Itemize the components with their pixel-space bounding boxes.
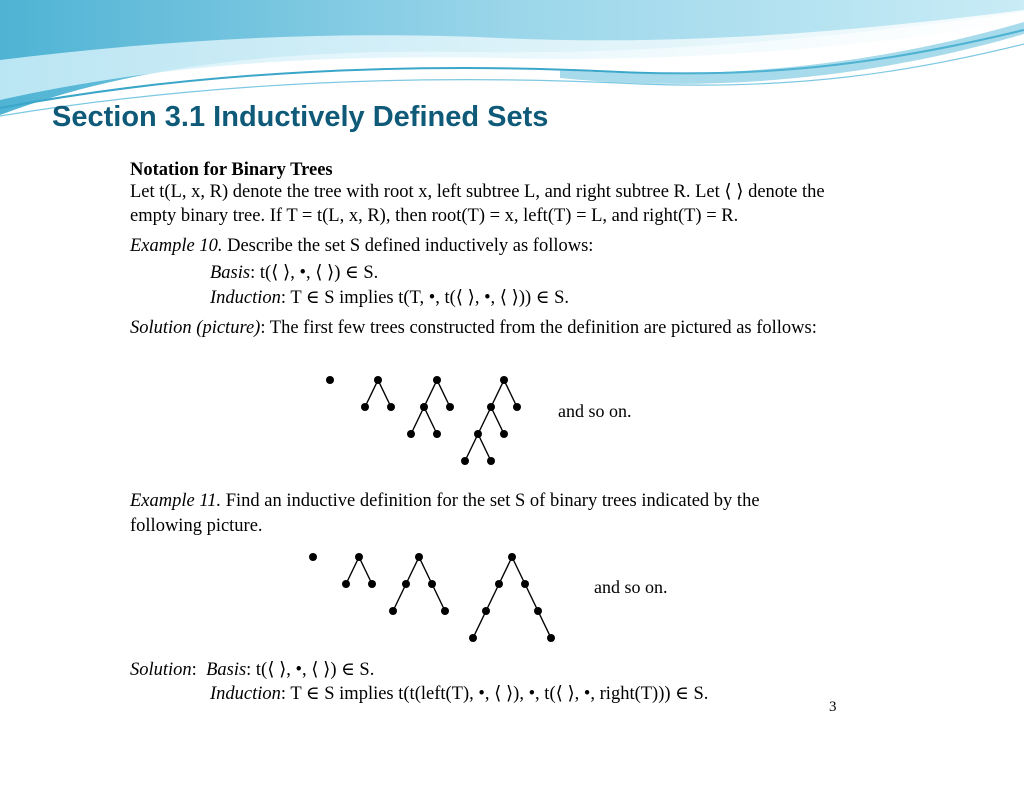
basis-text: : t(⟨ ⟩, •, ⟨ ⟩) ∈ S. <box>246 660 375 680</box>
tree-node <box>374 376 382 384</box>
tree-node <box>482 607 490 615</box>
example10-prompt-text: Describe the set S defined inductively as follows: <box>227 236 594 256</box>
tree-node <box>500 430 508 438</box>
example10-label: Example 10. <box>130 236 223 256</box>
tree-node <box>495 580 503 588</box>
example10-basis <box>210 263 378 283</box>
tree-node <box>402 580 410 588</box>
content-image <box>128 155 873 718</box>
tree-node <box>500 376 508 384</box>
tree-node <box>547 634 555 642</box>
tree-node <box>534 607 542 615</box>
induction-text: : T ∈ S implies t(T, •, t(⟨ ⟩, •, ⟨ ⟩)) ∈ S. <box>280 288 570 308</box>
basis-text: : t(⟨ ⟩, •, ⟨ ⟩) ∈ S. <box>250 263 379 283</box>
slide-title: Section 3.1 Inductively Defined Sets <box>52 101 549 133</box>
tree-node <box>433 430 441 438</box>
tree-node <box>433 376 441 384</box>
basis-label: Basis <box>206 660 247 680</box>
example11-tree-figure <box>303 547 563 647</box>
induction-label: Induction <box>210 288 281 308</box>
tree-node <box>428 580 436 588</box>
tree-node <box>389 607 397 615</box>
tree-node <box>441 607 449 615</box>
example11-prompt-line-2: following picture. <box>130 516 263 536</box>
tree-node <box>387 403 395 411</box>
solution-text: : The first few trees constructed from the definition are pictured as follows: <box>260 318 817 338</box>
tree-node <box>407 430 415 438</box>
tree-node <box>415 553 423 561</box>
tree-node <box>521 580 529 588</box>
tree-node <box>309 553 317 561</box>
example10-induction <box>210 288 569 308</box>
solution-label: Solution <box>130 660 192 680</box>
tree-node <box>326 376 334 384</box>
tree-node <box>461 457 469 465</box>
example10-solution <box>130 318 817 338</box>
example11-induction <box>210 684 708 704</box>
tree-node <box>355 553 363 561</box>
tree-node <box>469 634 477 642</box>
tree-node <box>342 580 350 588</box>
notation-line-1: Let t(L, x, R) denote the tree with root x, left subtree L, and right subtree R. Let ⟨ ⟩ denote the <box>130 182 825 202</box>
example10-prompt <box>130 236 593 256</box>
example11-solution-basis: Solution: Basis: t(⟨ ⟩, •, ⟨ ⟩) ∈ S. <box>130 660 375 680</box>
tree-node <box>508 553 516 561</box>
basis-label: Basis <box>210 263 251 283</box>
notation-line-2: empty binary tree. If T = t(L, x, R), then root(T) = x, left(T) = L, and right(T) = R. <box>130 206 739 226</box>
tree-node <box>446 403 454 411</box>
solution-label: Solution (picture) <box>130 318 261 338</box>
tree-node <box>487 457 495 465</box>
tree-node <box>420 403 428 411</box>
tree-node <box>361 403 369 411</box>
induction-label: Induction <box>210 684 281 704</box>
example11-label: Example 11. <box>130 491 222 511</box>
tree-node <box>513 403 521 411</box>
tree-node <box>368 580 376 588</box>
example11-prompt-text: Find an inductive definition for the set S of binary trees indicated by the <box>225 491 760 511</box>
example10-tree-figure <box>318 370 528 470</box>
induction-text: : T ∈ S implies t(t(left(T), •, ⟨ ⟩), •, t(⟨ ⟩, •, right(T))) ∈ S. <box>280 684 709 704</box>
page-number: 3 <box>829 699 837 715</box>
example11-and-so-on: and so on. <box>594 577 668 597</box>
tree-node <box>487 403 495 411</box>
notation-heading: Notation for Binary Trees <box>130 160 333 180</box>
example10-and-so-on: and so on. <box>558 401 632 421</box>
example11-prompt <box>130 491 760 511</box>
tree-node <box>474 430 482 438</box>
